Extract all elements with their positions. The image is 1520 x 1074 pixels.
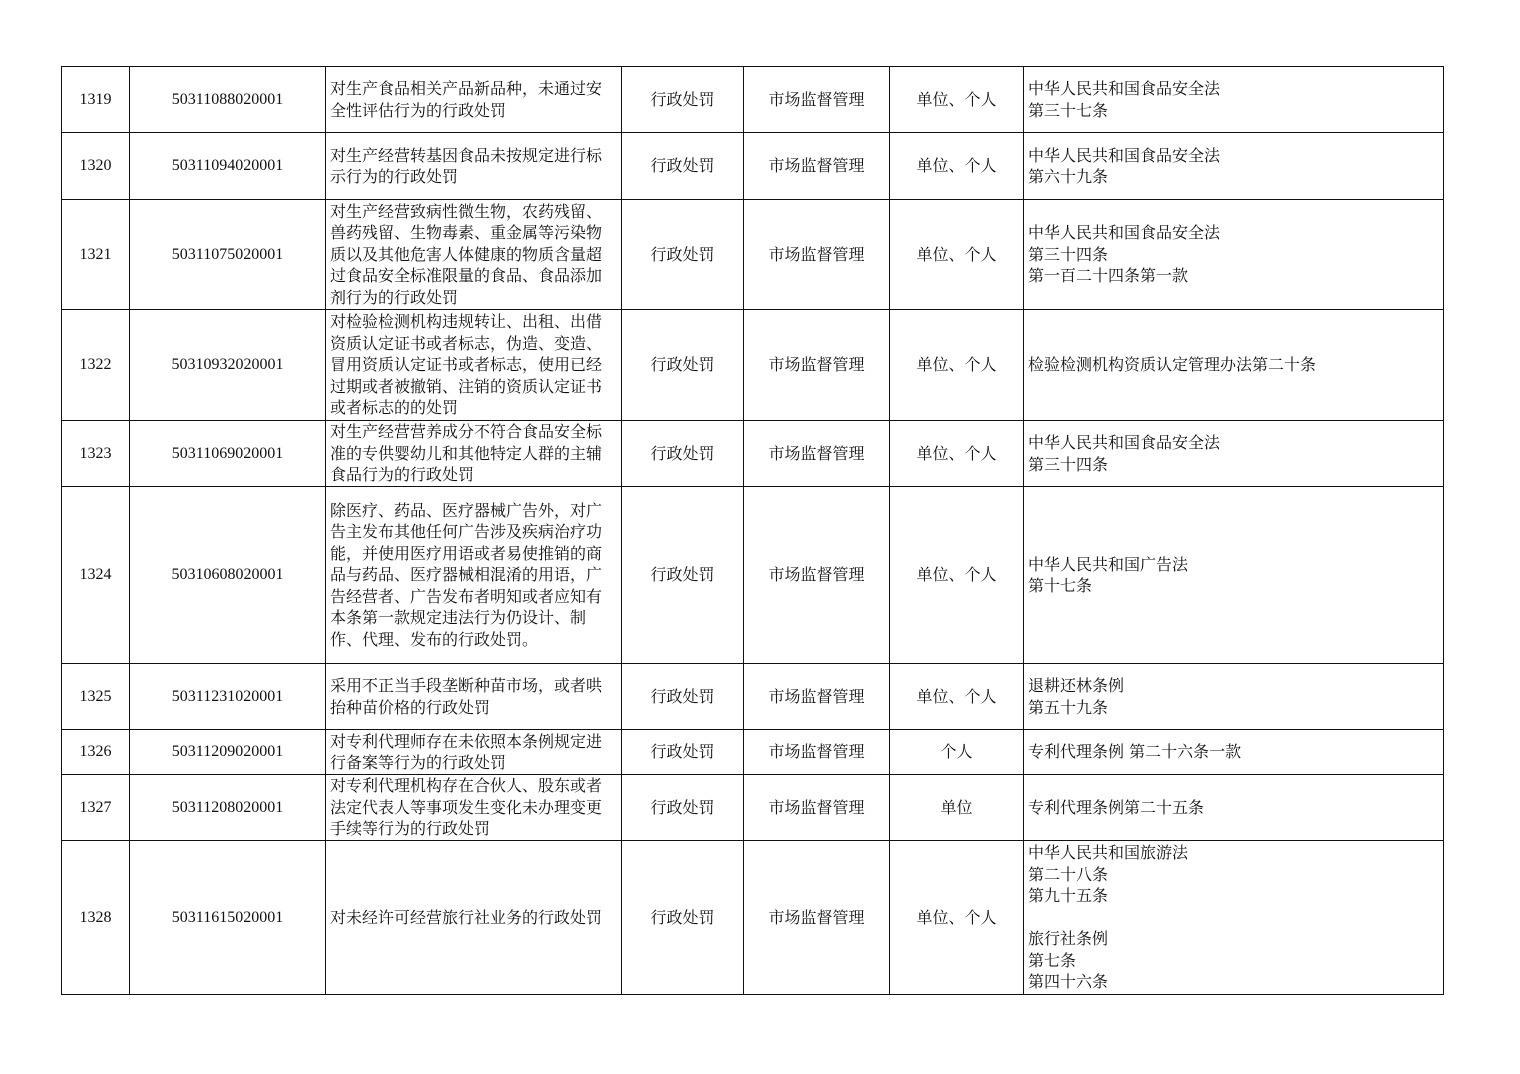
item-code: 50311069020001 — [130, 421, 326, 487]
row-number: 1326 — [62, 730, 130, 775]
department: 市场监督管理 — [744, 730, 890, 775]
department: 市场监督管理 — [744, 200, 890, 310]
item-type: 行政处罚 — [622, 67, 744, 133]
item-type: 行政处罚 — [622, 200, 744, 310]
table-row — [62, 200, 1444, 310]
table-row — [62, 487, 1444, 664]
basis-line: 中华人民共和国广告法 — [1028, 554, 1189, 574]
table-row — [62, 664, 1444, 730]
item-code: 50310932020001 — [130, 310, 326, 421]
table-row — [62, 67, 1444, 133]
item-code: 50311615020001 — [130, 841, 326, 995]
basis-line: 中华人民共和国食品安全法 — [1028, 79, 1221, 98]
item-code: 50311088020001 — [130, 67, 326, 133]
legal-basis — [1024, 841, 1444, 995]
subject: 单位 — [890, 775, 1024, 841]
item-type: 行政处罚 — [622, 310, 744, 421]
item-type: 行政处罚 — [622, 664, 744, 730]
basis-line: 第七条 — [1028, 950, 1077, 970]
item-name: 对检验检测机构违规转让、出租、出借资质认定证书或者标志，伪造、变造、冒用资质认定证书或者标志，使用已经过期或者被撤销、注销的资质认定证书或者标志的的处罚 — [326, 310, 622, 421]
department: 市场监督管理 — [744, 841, 890, 995]
legal-basis — [1024, 730, 1444, 775]
legal-basis — [1024, 67, 1444, 133]
subject: 单位、个人 — [890, 841, 1024, 995]
subject: 单位、个人 — [890, 67, 1024, 133]
basis-line: 第九十五条 — [1028, 886, 1109, 906]
penalty-table — [61, 66, 1444, 995]
item-name: 对生产食品相关产品新品种，未通过安全性评估行为的行政处罚 — [326, 67, 622, 133]
basis-line: 旅行社条例 — [1028, 929, 1109, 949]
basis-line: 第五十九条 — [1028, 697, 1109, 717]
department: 市场监督管理 — [744, 775, 890, 841]
basis-line: 第一百二十四条第一款 — [1028, 266, 1189, 286]
legal-basis — [1024, 310, 1444, 421]
row-number: 1322 — [62, 310, 130, 421]
basis-line: 中华人民共和国旅游法 — [1028, 843, 1189, 863]
basis-line: 第六十九条 — [1028, 167, 1109, 186]
item-name: 对生产经营转基因食品未按规定进行标示行为的行政处罚 — [326, 133, 622, 200]
table-body — [62, 67, 1444, 995]
item-code: 50311231020001 — [130, 664, 326, 730]
item-type: 行政处罚 — [622, 841, 744, 995]
basis-line: 第三十七条 — [1028, 100, 1109, 120]
row-number: 1323 — [62, 421, 130, 487]
legal-basis — [1024, 775, 1444, 841]
item-code: 50310608020001 — [130, 487, 326, 664]
department: 市场监督管理 — [744, 664, 890, 730]
basis-line: 中华人民共和国食品安全法 — [1028, 145, 1221, 165]
legal-basis — [1024, 664, 1444, 730]
row-number: 1327 — [62, 775, 130, 841]
basis-line: 专利代理条例第二十五条 — [1028, 797, 1205, 817]
basis-line: 专利代理条例 第二十六条一款 — [1028, 742, 1242, 762]
row-number: 1321 — [62, 200, 130, 310]
item-name: 对生产经营营养成分不符合食品安全标准的专供婴幼儿和其他特定人群的主辅食品行为的行政处罚 — [326, 421, 622, 487]
item-type: 行政处罚 — [622, 421, 744, 487]
item-type: 行政处罚 — [622, 133, 744, 200]
subject: 单位、个人 — [890, 487, 1024, 664]
basis-line — [1028, 907, 1439, 929]
basis-line: 中华人民共和国食品安全法 — [1028, 433, 1221, 452]
subject: 单位、个人 — [890, 310, 1024, 421]
basis-line: 检验检测机构资质认定管理办法第二十条 — [1028, 355, 1317, 375]
legal-basis — [1024, 133, 1444, 200]
item-name: 对专利代理师存在未依照本条例规定进行备案等行为的行政处罚 — [326, 730, 622, 775]
item-name: 除医疗、药品、医疗器械广告外，对广告主发布其他任何广告涉及疾病治疗功能，并使用医疗用语或者易使推销的商品与药品、医疗器械相混淆的用语，广告经营者、广告发布者明知或者应知有本条第一款规定违法行为仍设计、制作、代理、发布的行政处罚。 — [326, 487, 622, 664]
department: 市场监督管理 — [744, 67, 890, 133]
row-number: 1320 — [62, 133, 130, 200]
item-name: 对生产经营致病性微生物，农药残留、兽药残留、生物毒素、重金属等污染物质以及其他危害人体健康的物质含量超过食品安全标准限量的食品、食品添加剂行为的行政处罚 — [326, 200, 622, 310]
subject: 个人 — [890, 730, 1024, 775]
item-name: 对未经许可经营旅行社业务的行政处罚 — [326, 841, 622, 995]
department: 市场监督管理 — [744, 310, 890, 421]
subject: 单位、个人 — [890, 664, 1024, 730]
legal-basis — [1024, 200, 1444, 310]
department: 市场监督管理 — [744, 487, 890, 664]
item-type: 行政处罚 — [622, 487, 744, 664]
row-number: 1325 — [62, 664, 130, 730]
basis-line: 第三十四条 — [1028, 244, 1109, 264]
table-row — [62, 310, 1444, 421]
department: 市场监督管理 — [744, 421, 890, 487]
table-row — [62, 841, 1444, 995]
basis-line: 第二十八条 — [1028, 864, 1109, 884]
subject: 单位、个人 — [890, 200, 1024, 310]
department: 市场监督管理 — [744, 133, 890, 200]
subject: 单位、个人 — [890, 421, 1024, 487]
subject: 单位、个人 — [890, 133, 1024, 200]
item-type: 行政处罚 — [622, 730, 744, 775]
item-type: 行政处罚 — [622, 775, 744, 841]
table-row — [62, 775, 1444, 841]
legal-basis — [1024, 421, 1444, 487]
item-name: 对专利代理机构存在合伙人、股东或者法定代表人等事项发生变化未办理变更手续等行为的行政处罚 — [326, 775, 622, 841]
table-row — [62, 421, 1444, 487]
basis-line: 退耕还林条例 — [1028, 676, 1125, 695]
item-code: 50311208020001 — [130, 775, 326, 841]
item-code: 50311075020001 — [130, 200, 326, 310]
table-row — [62, 133, 1444, 200]
row-number: 1328 — [62, 841, 130, 995]
basis-line: 第十七条 — [1028, 576, 1093, 595]
basis-line: 第三十四条 — [1028, 454, 1109, 474]
row-number: 1319 — [62, 67, 130, 133]
legal-basis — [1024, 487, 1444, 664]
item-code: 50311209020001 — [130, 730, 326, 775]
item-code: 50311094020001 — [130, 133, 326, 200]
item-name: 采用不正当手段垄断种苗市场，或者哄抬种苗价格的行政处罚 — [326, 664, 622, 730]
row-number: 1324 — [62, 487, 130, 664]
basis-line: 第四十六条 — [1028, 972, 1109, 992]
basis-line: 中华人民共和国食品安全法 — [1028, 223, 1221, 243]
table-row — [62, 730, 1444, 775]
